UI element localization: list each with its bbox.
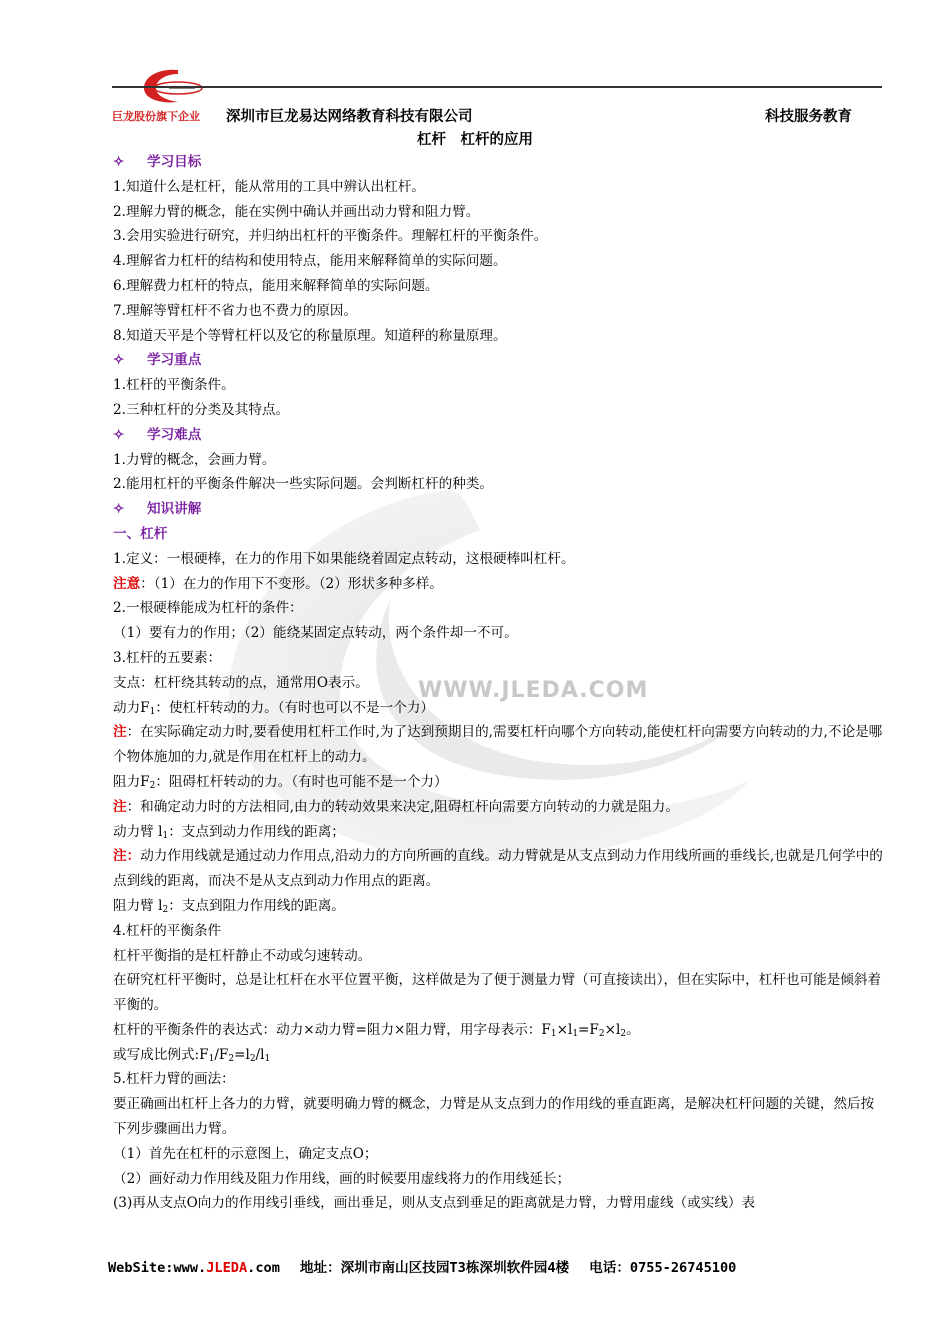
list-item: 2.理解力臂的概念，能在实例中确认并画出动力臂和阻力臂。 xyxy=(113,203,480,220)
paragraph: 3.杠杆的五要素： xyxy=(113,649,222,666)
list-item: 4.理解省力杠杆的结构和使用特点，能用来解释简单的实际问题。 xyxy=(113,253,507,270)
company-name: 深圳市巨龙易达网络教育科技有限公司 xyxy=(226,108,473,125)
subsection-heading: 一、杠杆 xyxy=(113,525,168,542)
paragraph: 阻力臂 $l_2$：支点到阻力作用线的距离。 xyxy=(113,897,345,915)
paragraph: 注：动力作用线就是通过动力作用点,沿动力的方向所画的直线。动力臂就是从支点到动力作用线所画的垂线长,也就是几何学中的点到线的距离，而决不是从支点到动力作用点的距离。 xyxy=(113,848,883,890)
list-item: 2.能用杠杆的平衡条件解决一些实际问题。会判断杠杆的种类。 xyxy=(113,476,493,493)
document-title: 杠杆 杠杆的应用 xyxy=(417,131,533,148)
list-item: 6.理解费力杠杆的特点，能用来解释简单的实际问题。 xyxy=(113,277,439,294)
section-heading-goals: ✧ 学习目标 xyxy=(113,150,885,175)
formula: 或写成比例式$:F_1/F_2=l_2/l_1$ xyxy=(113,1046,271,1064)
paragraph: 动力$F_1$：使杠杆转动的力。（有时也可以不是一个力） xyxy=(113,699,435,717)
diamond-bullet-icon: ✧ xyxy=(113,154,125,170)
formula: 杠杆的平衡条件的表达式：动力×动力臂=阻力×阻力臂，用字母表示：$F_1\times l_1=F_2\times l_2$。 xyxy=(113,1021,640,1039)
document-body xyxy=(113,150,885,1216)
page-footer xyxy=(108,1256,736,1276)
paragraph: 阻力$F_2$：阻碍杠杆转动的力。（有时也可能不是一个力） xyxy=(113,773,448,791)
section-heading-hard: ✧ 学习难点 xyxy=(113,423,885,448)
watermark-text: WWW.JLEDA.COM xyxy=(418,678,649,703)
paragraph: 4.杠杆的平衡条件 xyxy=(113,922,222,939)
note-label: 注 xyxy=(113,724,127,741)
section-heading-knowledge: ✧ 知识讲解 xyxy=(113,497,885,522)
paragraph: (3)再从支点O向力的作用线引垂线，画出垂足，则从支点到垂足的距离就是力臂，力臂用虚线（或实线）表 xyxy=(113,1195,756,1212)
paragraph: 动力臂 $l_1$：支点到动力作用线的距离； xyxy=(113,823,345,841)
list-item: 2.三种杠杆的分类及其特点。 xyxy=(113,401,290,418)
section-heading-key: ✧ 学习重点 xyxy=(113,348,885,373)
list-item: 3.会用实验进行研究，并归纳出杠杆的平衡条件。理解杠杆的平衡条件。 xyxy=(113,228,548,245)
paragraph: （1）首先在杠杆的示意图上，确定支点O； xyxy=(113,1145,378,1162)
paragraph: 1.定义：一根硬棒，在力的作用下如果能绕着固定点转动，这根硬棒叫杠杆。 xyxy=(113,550,575,567)
logo-subtitle: 巨龙股份旗下企业 xyxy=(112,110,200,123)
footer-phone: 电话：0755-26745100 xyxy=(589,1260,737,1276)
list-item: 1.杠杆的平衡条件。 xyxy=(113,377,235,394)
list-item: 1.知道什么是杠杆，能从常用的工具中辨认出杠杆。 xyxy=(113,178,426,195)
paragraph: 2.一根硬棒能成为杠杆的条件： xyxy=(113,600,303,617)
footer-address: 地址：深圳市南山区技园T3栋深圳软件园4楼 xyxy=(299,1260,570,1276)
paragraph: 支点：杠杆绕其转动的点，通常用O表示。 xyxy=(113,674,369,691)
paragraph: 在研究杠杆平衡时，总是让杠杆在水平位置平衡，这样做是为了便于测量力臂（可直接读出），但在实际中，杠杆也可能是倾斜着平衡的。 xyxy=(113,972,882,1014)
diamond-bullet-icon: ✧ xyxy=(113,426,125,443)
paragraph: 杠杆平衡指的是杠杆静止不动或匀速转动。 xyxy=(113,947,372,964)
list-item: 7.理解等臂杠杆不省力也不费力的原因。 xyxy=(113,302,358,319)
list-item: 1.力臂的概念，会画力臂。 xyxy=(113,451,276,468)
company-slogan: 科技服务教育 xyxy=(765,108,852,125)
note-label: 注： xyxy=(113,848,141,865)
paragraph: 注意：（1）在力的作用下不变形。（2）形状多种多样。 xyxy=(113,575,443,592)
footer-website[interactable]: WebSite:www.JLEDA.com xyxy=(108,1260,280,1276)
diamond-bullet-icon: ✧ xyxy=(113,352,125,369)
paragraph: 要正确画出杠杆上各力的力臂，就要明确力臂的概念，力臂是从支点到力的作用线的垂直距离，是解决杠杆问题的关键，然后按下列步骤画出力臂。 xyxy=(113,1096,875,1138)
paragraph: 5.杠杆力臂的画法： xyxy=(113,1071,235,1088)
paragraph: 注：在实际确定动力时,要看使用杠杆工作时,为了达到预期目的,需要杠杆向哪个方向转动,能使杠杆向需要方向转动的力,不论是哪个物体施加的力,就是作用在杠杆上的动力。 xyxy=(113,724,883,766)
paragraph: （2）画好动力作用线及阻力作用线，画的时候要用虚线将力的作用线延长； xyxy=(113,1170,571,1187)
list-item: 8.知道天平是个等臂杠杆以及它的称量原理。知道秤的称量原理。 xyxy=(113,327,507,344)
paragraph: （1）要有力的作用；（2）能绕某固定点转动，两个条件却一不可。 xyxy=(113,625,518,642)
header-divider xyxy=(112,86,882,88)
note-label: 注 xyxy=(113,798,127,815)
paragraph: 注：和确定动力时的方法相同,由力的转动效果来决定,阻碍杠杆向需要方向转动的力就是阻力。 xyxy=(113,798,679,815)
note-label: 注意 xyxy=(113,575,141,592)
diamond-bullet-icon: ✧ xyxy=(113,501,125,518)
